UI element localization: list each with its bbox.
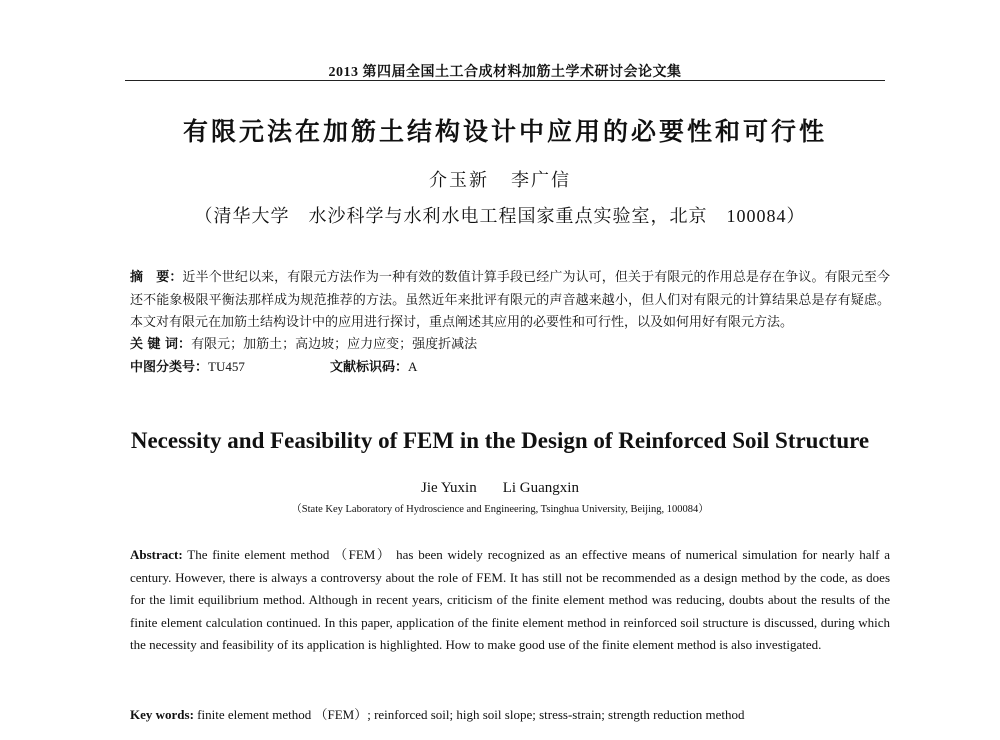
chinese-author: 介玉新 — [429, 170, 489, 190]
chinese-abstract-block — [130, 266, 890, 379]
chinese-author: 李广信 — [511, 170, 571, 190]
english-keywords-text: finite element method （FEM）; reinforced soil; high soil slope; stress-strain; strength reduction method — [193, 707, 745, 722]
english-affiliation: （State Key Laboratory of Hydroscience and Engineering, Tsinghua University, Beijing, 100084） — [291, 504, 709, 515]
english-keywords — [130, 704, 890, 723]
chinese-title: 有限元法在加筋土结构设计中应用的必要性和可行性 — [182, 117, 827, 146]
clc-value: TU457 — [208, 359, 245, 374]
classification-row — [130, 356, 890, 379]
chinese-abstract-text: 近半个世纪以来，有限元方法作为一种有效的数值计算手段已经广为认可，但关于有限元的作用总是存在争议。有限元至今还不能象极限平衡法那样成为规范推荐的方法。虽然近年来批评有限元的声音越来越小，但人们对有限元的计算结果总是存有疑虑。本文对有限元在加筋土结构设计中的应用进行探讨，重点阐述其应用的必要性和可行性，以及如何用好有限元方法。 — [130, 269, 890, 329]
chinese-keywords-text: 有限元；加筋土；高边坡；应力应变；强度折减法 — [191, 336, 478, 351]
chinese-abstract — [130, 266, 890, 333]
chinese-authors — [0, 166, 1000, 192]
header-rule — [125, 80, 885, 81]
running-head: 2013 第四届全国土工合成材料加筋土学术研讨会论文集 — [328, 65, 682, 80]
doc-code-value: A — [408, 359, 418, 374]
chinese-affiliation: （清华大学 水沙科学与水利水电工程国家重点实验室，北京 100084） — [194, 206, 806, 226]
english-title: Necessity and Feasibility of FEM in the Design of Reinforced Soil Structure — [130, 428, 870, 453]
english-abstract-text: The finite element method （FEM） has been widely recognized as an effective means of numerical simulation for nearly half a century. However, there is always a controversy about the role of FEM. It has still not be recommended as a design method by the code, as does for the limit equilibrium method. Although in recent years, criticism of the finite element method was reducing, doubts about the results of the finite element calculation continued. In this paper, application of the finite element method in reinforced soil structure is discussed, during which the necessity and feasibility of its application is highlighted. How to make good use of the finite element method is also investigated. — [130, 547, 890, 653]
chinese-abstract-label: 摘 要： — [130, 270, 183, 285]
english-abstract-label: Abstract: — [130, 547, 183, 562]
english-authors — [0, 480, 1000, 497]
chinese-keywords-label: 关 键 词： — [130, 337, 192, 352]
english-keywords-label: Key words: — [130, 707, 194, 722]
english-author: Jie Yuxin — [421, 480, 477, 496]
doc-code-label: 文献标识码： — [330, 360, 409, 375]
english-author: Li Guangxin — [502, 480, 579, 496]
chinese-keywords — [130, 333, 890, 356]
clc-label: 中图分类号： — [130, 360, 209, 375]
english-abstract — [130, 544, 890, 657]
